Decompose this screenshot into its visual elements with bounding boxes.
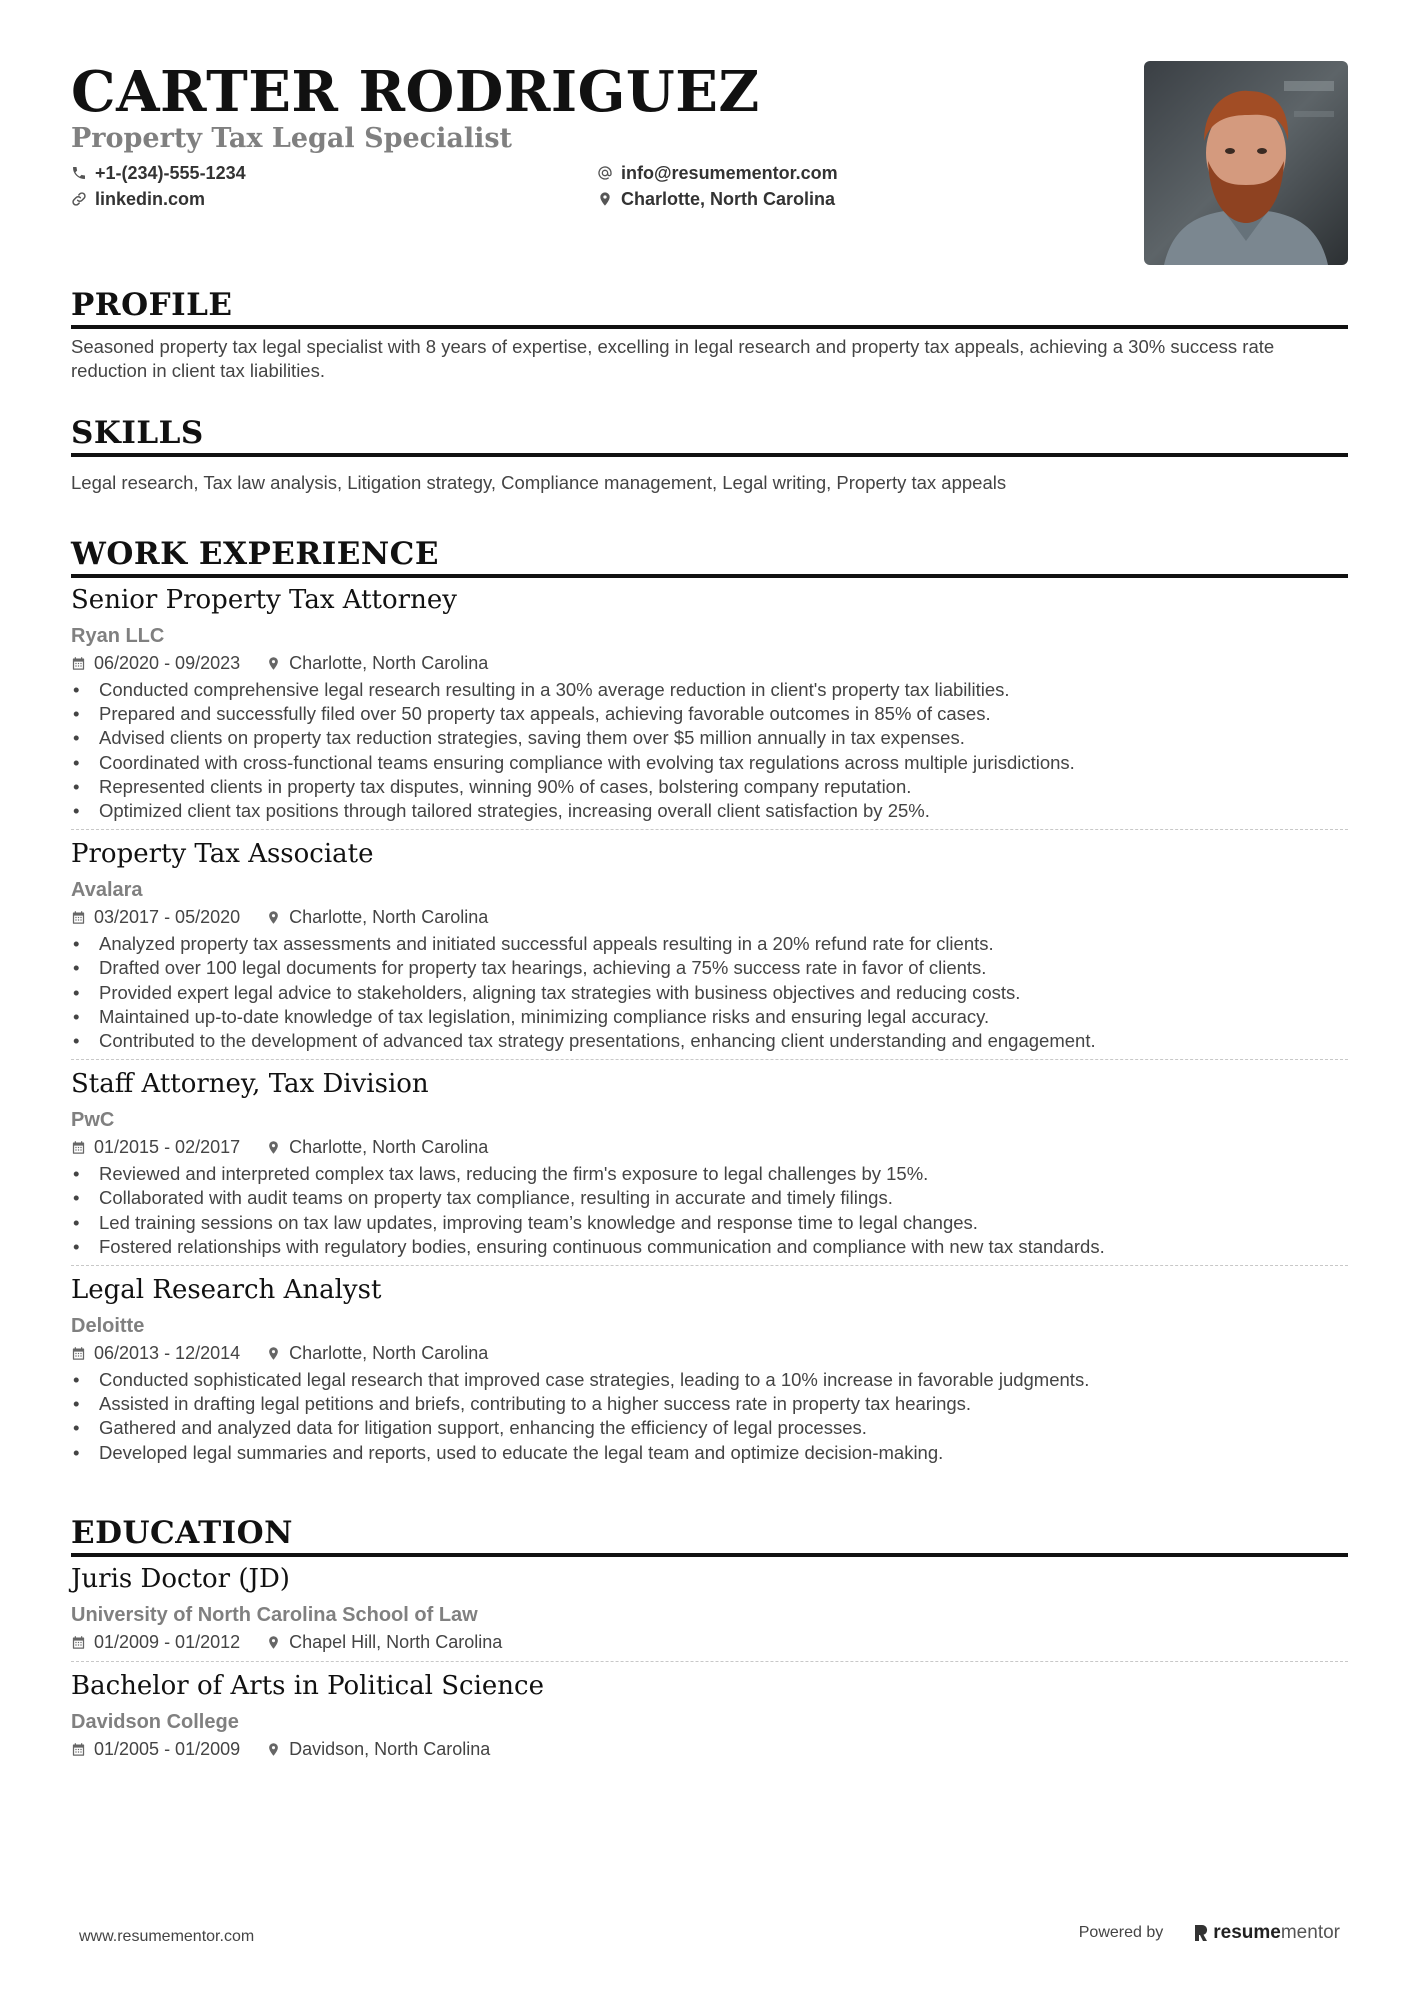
profile-text: Seasoned property tax legal specialist with 8 years of expertise, excelling in legal research and property tax appeals, achieving a 30% success rate reduction in client tax liabilities. (71, 336, 1275, 381)
education-section (71, 1515, 1348, 1774)
list-item: • Advised clients on property tax reduction strategies, saving them over $5 million annually in tax expenses. (71, 726, 1348, 750)
education-entry (71, 1668, 1348, 1768)
job-title: Staff Attorney, Tax Division (71, 1069, 429, 1100)
resume-header (71, 58, 1071, 216)
job-title: Legal Research Analyst (71, 1275, 382, 1306)
education-dates: 01/2009 - 01/2012 (94, 1632, 241, 1652)
job-dates: 06/2020 - 09/2023 (94, 653, 241, 673)
experience-heading: WORK EXPERIENCE (71, 536, 1348, 578)
job-bullets (71, 932, 1348, 1053)
job-location (266, 904, 488, 930)
footer-branding (1079, 1922, 1340, 1944)
experience-section (71, 536, 1348, 1477)
list-item: • Assisted in drafting legal petitions and briefs, contributing to a higher success rate in property tax hearings. (71, 1392, 1348, 1416)
phone-icon (71, 165, 87, 181)
education-location-text: Davidson, North Carolina (289, 1739, 491, 1759)
job-title: Property Tax Associate (71, 839, 374, 870)
job-company: PwC (71, 1109, 115, 1132)
degree-title: Juris Doctor (JD) (71, 1564, 290, 1594)
profile-heading: PROFILE (71, 287, 1348, 329)
contact-location (597, 186, 835, 212)
school-name: University of North Carolina School of Law (71, 1604, 478, 1626)
location-text: Charlotte, North Carolina (621, 189, 836, 209)
job-entry (71, 1272, 1348, 1471)
list-item: • Led training sessions on tax law updates, improving team’s knowledge and response time to legal changes. (71, 1211, 1348, 1235)
list-item: • Drafted over 100 legal documents for property tax hearings, achieving a 75% success rate in favor of clients. (71, 956, 1348, 980)
job-entry (71, 1066, 1348, 1266)
list-item: • Provided expert legal advice to stakeholders, aligning tax strategies with business objectives and reducing costs. (71, 981, 1348, 1005)
job-meta (71, 650, 1348, 676)
avatar-portrait (1144, 61, 1348, 265)
job-location (266, 1134, 488, 1160)
list-item: • Developed legal summaries and reports, used to educate the legal team and optimize decision-making. (71, 1441, 1348, 1465)
brand-light: mentor (1280, 1922, 1340, 1943)
job-entry (71, 582, 1348, 830)
contact-linkedin[interactable] (71, 186, 205, 212)
job-dates: 03/2017 - 05/2020 (94, 907, 241, 928)
list-item: • Maintained up-to-date knowledge of tax legislation, minimizing compliance risks and ensuring legal accuracy. (71, 1005, 1348, 1029)
at-icon (597, 165, 613, 181)
calendar-icon (71, 656, 86, 671)
skills-section (71, 415, 1348, 495)
education-heading: EDUCATION (71, 1515, 1348, 1557)
job-meta (71, 904, 1348, 930)
education-location-text: Chapel Hill, North Carolina (289, 1632, 503, 1652)
list-item: • Reviewed and interpreted complex tax laws, reducing the firm's exposure to legal challenges by 15%. (71, 1162, 1348, 1186)
candidate-title: Property Tax Legal Specialist (71, 123, 513, 154)
education-location (266, 1629, 502, 1655)
job-location (266, 1340, 488, 1366)
calendar-icon (71, 1140, 86, 1155)
education-meta (71, 1736, 1348, 1762)
list-item: • Conducted sophisticated legal research that improved case strategies, leading to a 10% increase in favorable judgments. (71, 1368, 1348, 1392)
candidate-name: CARTER RODRIGUEZ (71, 59, 760, 125)
list-item: • Fostered relationships with regulatory bodies, ensuring continuous communication and compliance with new tax standards. (71, 1235, 1348, 1259)
calendar-icon (71, 1346, 86, 1361)
list-item: • Collaborated with audit teams on property tax compliance, resulting in accurate and timely filings. (71, 1186, 1348, 1210)
calendar-icon (71, 1635, 86, 1650)
profile-photo (1144, 61, 1348, 265)
contact-info (71, 160, 1071, 216)
location-pin-icon (266, 1140, 281, 1155)
resumementor-logo-icon (1193, 1924, 1209, 1942)
list-item: • Analyzed property tax assessments and initiated successful appeals resulting in a 20% refund rate for clients. (71, 932, 1348, 956)
education-dates: 01/2005 - 01/2009 (94, 1739, 241, 1759)
calendar-icon (71, 910, 86, 925)
education-location (266, 1736, 490, 1762)
education-meta (71, 1629, 1348, 1655)
job-location-text: Charlotte, North Carolina (289, 1137, 489, 1158)
link-icon (71, 191, 87, 207)
list-item: • Prepared and successfully filed over 50 property tax appeals, achieving favorable outcomes in 85% of cases. (71, 702, 1348, 726)
job-location (266, 650, 488, 676)
list-item: • Optimized client tax positions through tailored strategies, increasing overall client satisfaction by 25%. (71, 799, 1348, 823)
brand-bold: resume (1213, 1922, 1281, 1943)
calendar-icon (71, 1742, 86, 1757)
profile-section (71, 287, 1348, 383)
job-location-text: Charlotte, North Carolina (289, 653, 489, 673)
job-company: Ryan LLC (71, 625, 165, 647)
linkedin-text[interactable]: linkedin.com (95, 189, 206, 209)
contact-phone (71, 160, 246, 186)
list-item: • Represented clients in property tax disputes, winning 90% of cases, bolstering company reputation. (71, 775, 1348, 799)
email-text[interactable]: info@resumementor.com (621, 163, 838, 183)
list-item: • Gathered and analyzed data for litigation support, enhancing the efficiency of legal processes. (71, 1416, 1348, 1440)
location-pin-icon (597, 191, 613, 207)
school-name: Davidson College (71, 1711, 239, 1733)
location-pin-icon (266, 1346, 281, 1361)
location-pin-icon (266, 656, 281, 671)
list-item: • Contributed to the development of advanced tax strategy presentations, enhancing client understanding and engagement. (71, 1029, 1348, 1053)
job-bullets (71, 1368, 1348, 1465)
brand-logo[interactable] (1193, 1922, 1340, 1944)
location-pin-icon (266, 1742, 281, 1757)
job-location-text: Charlotte, North Carolina (289, 1343, 489, 1364)
skills-heading: SKILLS (71, 415, 1348, 457)
job-company: Deloitte (71, 1315, 145, 1338)
degree-title: Bachelor of Arts in Political Science (71, 1671, 544, 1701)
job-dates: 06/2013 - 12/2014 (94, 1343, 241, 1364)
contact-email[interactable] (597, 160, 838, 186)
location-pin-icon (266, 910, 281, 925)
job-location-text: Charlotte, North Carolina (289, 907, 489, 928)
powered-by-label: Powered by (1078, 1924, 1164, 1941)
footer-website[interactable]: www.resumementor.com (79, 1928, 255, 1945)
job-company: Avalara (71, 879, 143, 902)
education-entry (71, 1561, 1348, 1662)
job-bullets (71, 1162, 1348, 1259)
job-dates: 01/2015 - 02/2017 (94, 1137, 241, 1158)
job-meta (71, 1340, 1348, 1366)
list-item: • Conducted comprehensive legal research resulting in a 30% average reduction in client's property tax liabilities. (71, 678, 1348, 702)
location-pin-icon (266, 1635, 281, 1650)
skills-text: Legal research, Tax law analysis, Litigation strategy, Compliance management, Legal writing, Property tax appeals (71, 472, 1007, 493)
job-meta (71, 1134, 1348, 1160)
job-title: Senior Property Tax Attorney (71, 585, 457, 615)
list-item: • Coordinated with cross-functional teams ensuring compliance with evolving tax regulations across multiple jurisdictions. (71, 751, 1348, 775)
phone-text: +1-(234)-555-1234 (95, 163, 246, 183)
job-entry (71, 836, 1348, 1060)
job-bullets (71, 678, 1348, 823)
